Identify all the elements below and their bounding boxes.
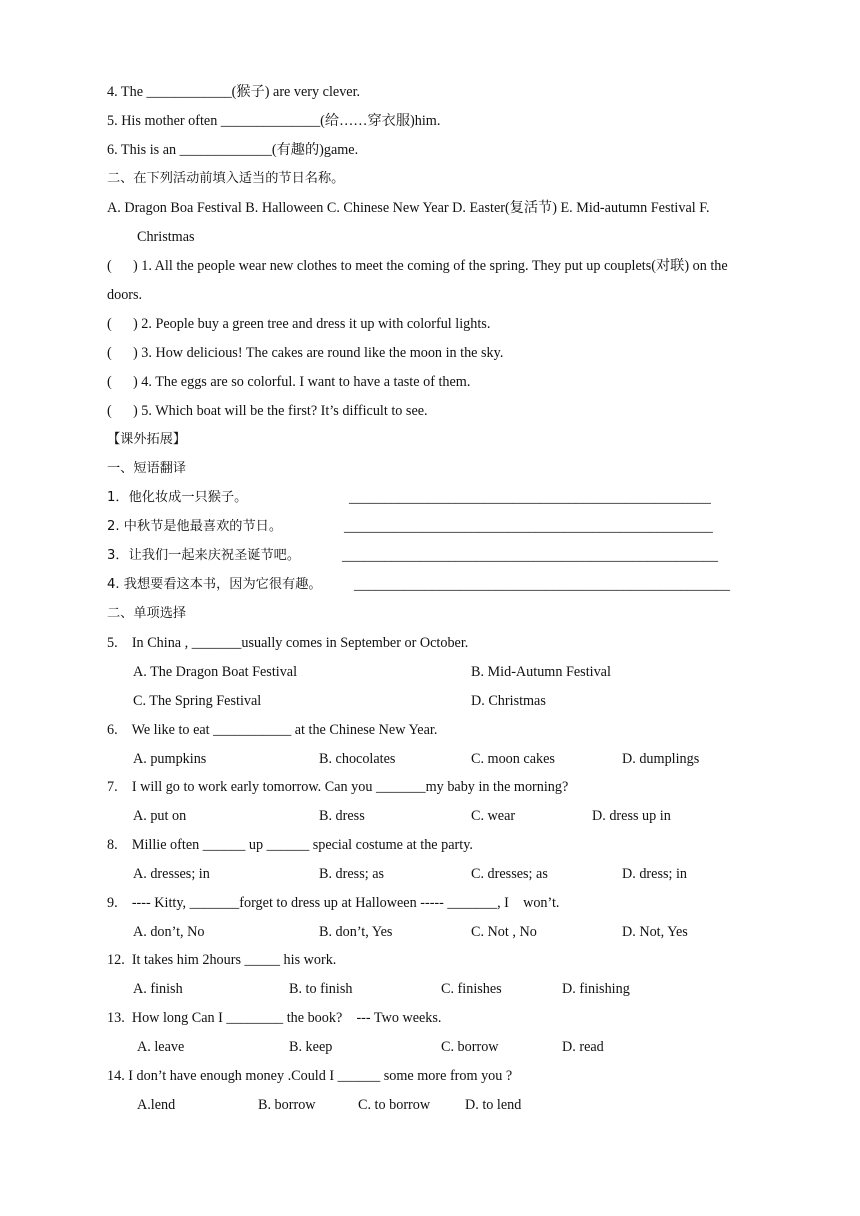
choice-question-stem: 12. It takes him 2hours _____ his work. bbox=[107, 952, 337, 968]
choice-option-d: D. dress; in bbox=[622, 866, 688, 882]
choice-option-a: A. put on bbox=[133, 808, 187, 824]
festival-options: A. Dragon Boa Festival B. Halloween C. Chinese New Year D. Easter(复活节) E. Mid-autumn Festival F. bbox=[107, 200, 710, 216]
fill-question-5: 5. His mother often ______________(给……穿衣服)him. bbox=[107, 113, 441, 129]
choice-question-stem: 8. Millie often ______ up ______ special costume at the party. bbox=[107, 837, 473, 853]
choice-heading: 二、单项选择 bbox=[107, 606, 187, 621]
choice-option-c: C. The Spring Festival bbox=[133, 693, 262, 709]
choice-option-b: B. dress; as bbox=[319, 866, 385, 882]
choice-option-b: B. Mid-Autumn Festival bbox=[471, 664, 611, 680]
choice-option-c: C. wear bbox=[471, 808, 516, 824]
translation-item-text: 2. 中秋节是他最喜欢的节日。 bbox=[107, 519, 283, 534]
choice-option-c: C. Not , No bbox=[471, 924, 537, 940]
choice-option-c: C. borrow bbox=[441, 1039, 499, 1055]
choice-option-a: A. finish bbox=[133, 981, 183, 997]
fill-question-6: 6. This is an _____________(有趣的)game. bbox=[107, 142, 359, 158]
choice-option-b: B. borrow bbox=[258, 1097, 316, 1113]
choice-question-stem: 13. How long Can I ________ the book? --- Two weeks. bbox=[107, 1010, 442, 1026]
choice-option-a: A. pumpkins bbox=[133, 751, 207, 767]
translation-blank: _____________________________________________________ bbox=[342, 548, 718, 564]
translation-item-text: 4. 我想要看这本书，因为它很有趣。 bbox=[107, 577, 322, 592]
choice-option-b: B. chocolates bbox=[319, 751, 396, 767]
festival-options-continued: Christmas bbox=[137, 229, 195, 245]
translation-blank: ___________________________________________________ bbox=[349, 490, 711, 506]
section-heading-festivals: 二、在下列活动前填入适当的节日名称。 bbox=[107, 171, 345, 186]
choice-option-d: D. dumplings bbox=[622, 751, 700, 767]
choice-question-stem: 5. In China , _______usually comes in September or October. bbox=[107, 635, 469, 651]
festival-question-2: ( ) 2. People buy a green tree and dress it up with colorful lights. bbox=[107, 316, 491, 332]
translation-item-text: 1．他化妆成一只猴子。 bbox=[107, 490, 248, 505]
festival-question-1: ( ) 1. All the people wear new clothes to meet the coming of the spring. They put up couplets(对联) on the bbox=[107, 258, 728, 274]
choice-option-a: A. The Dragon Boat Festival bbox=[133, 664, 298, 680]
fill-question-4: 4. The ____________(猴子) are very clever. bbox=[107, 84, 361, 100]
translation-blank: ____________________________________________________ bbox=[344, 519, 713, 535]
choice-option-c: C. moon cakes bbox=[471, 751, 555, 767]
festival-question-4: ( ) 4. The eggs are so colorful. I want to have a taste of them. bbox=[107, 374, 471, 390]
choice-option-a: A. don’t, No bbox=[133, 924, 205, 940]
choice-option-c: C. to borrow bbox=[358, 1097, 431, 1113]
choice-option-a: A. leave bbox=[137, 1039, 185, 1055]
choice-question-stem: 9. ---- Kitty, _______forget to dress up at Halloween ----- _______, I won’t. bbox=[107, 895, 560, 911]
translation-item-text: 3．让我们一起来庆祝圣诞节吧。 bbox=[107, 548, 301, 563]
choice-question-stem: 7. I will go to work early tomorrow. Can you _______my baby in the morning? bbox=[107, 779, 569, 795]
choice-option-b: B. to finish bbox=[289, 981, 353, 997]
choice-question-stem: 14. I don’t have enough money .Could I ______ some more from you ? bbox=[107, 1068, 513, 1084]
choice-option-c: C. dresses; as bbox=[471, 866, 548, 882]
choice-option-a: A.lend bbox=[137, 1097, 176, 1113]
festival-question-5: ( ) 5. Which boat will be the first? It’s difficult to see. bbox=[107, 403, 428, 419]
choice-option-d: D. Not, Yes bbox=[622, 924, 688, 940]
choice-option-d: D. Christmas bbox=[471, 693, 546, 709]
choice-option-b: B. dress bbox=[319, 808, 365, 824]
choice-option-d: D. dress up in bbox=[592, 808, 671, 824]
choice-option-b: B. keep bbox=[289, 1039, 333, 1055]
extension-title: 【课外拓展】 bbox=[107, 432, 187, 447]
choice-option-d: D. read bbox=[562, 1039, 604, 1055]
choice-option-c: C. finishes bbox=[441, 981, 502, 997]
festival-question-3: ( ) 3. How delicious! The cakes are round like the moon in the sky. bbox=[107, 345, 504, 361]
choice-option-d: D. to lend bbox=[465, 1097, 522, 1113]
choice-option-d: D. finishing bbox=[562, 981, 630, 997]
choice-question-stem: 6. We like to eat ___________ at the Chinese New Year. bbox=[107, 722, 438, 738]
choice-option-b: B. don’t, Yes bbox=[319, 924, 393, 940]
translation-blank: _____________________________________________________ bbox=[354, 577, 730, 593]
festival-question-1-continued: doors. bbox=[107, 287, 143, 303]
translation-heading: 一、短语翻译 bbox=[107, 461, 187, 476]
choice-option-a: A. dresses; in bbox=[133, 866, 210, 882]
